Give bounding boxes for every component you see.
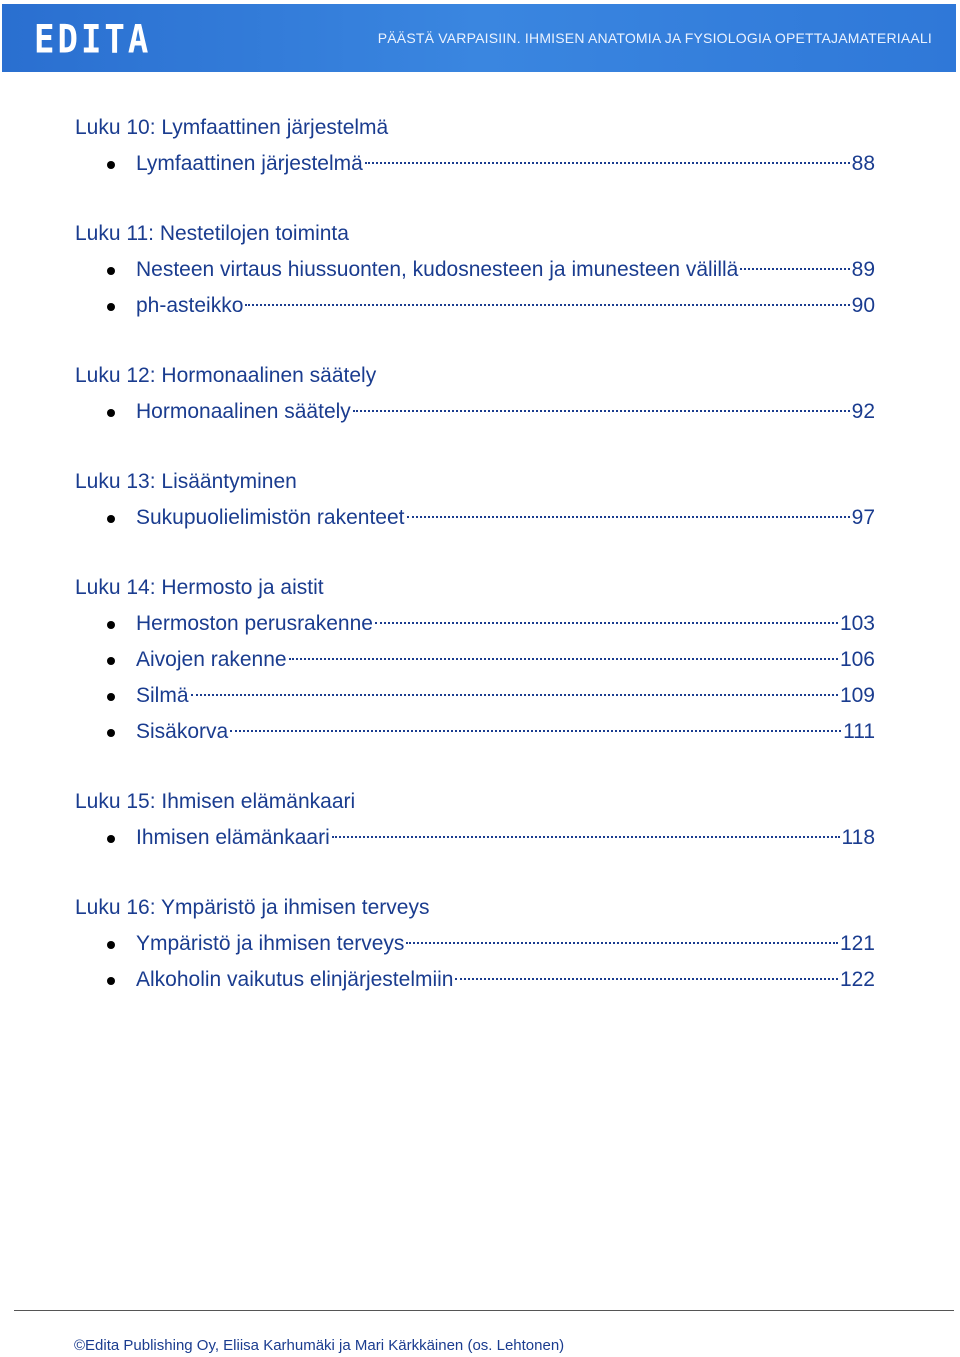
chapter-title: Luku 16: Ympäristö ja ihmisen terveys — [75, 896, 430, 919]
edita-logo: EDITA — [34, 17, 152, 63]
toc-entry[interactable] — [75, 500, 875, 536]
toc-chapter — [75, 216, 875, 324]
toc-chapter — [75, 358, 875, 430]
dot-leader — [740, 267, 849, 270]
entry-text: Sisäkorva — [136, 720, 229, 743]
dot-leader — [407, 515, 850, 518]
bullet-icon — [107, 693, 115, 701]
dot-leader — [353, 409, 850, 412]
toc-chapter — [75, 784, 875, 856]
toc-entry[interactable] — [75, 394, 875, 430]
footer-divider — [14, 1310, 954, 1311]
toc-chapter — [75, 464, 875, 536]
toc-chapter — [75, 570, 875, 750]
dot-leader — [245, 303, 849, 306]
chapter-title: Luku 15: Ihmisen elämänkaari — [75, 790, 356, 813]
bullet-icon — [107, 835, 115, 843]
page-number: 106 — [839, 648, 875, 671]
bullet-icon — [107, 977, 115, 985]
toc-entry[interactable] — [75, 146, 875, 182]
toc-entry[interactable] — [75, 820, 875, 856]
table-of-contents — [75, 110, 875, 1032]
entry-text: Hermoston perusrakenne — [136, 612, 373, 635]
entry-text: Lymfaattinen järjestelmä — [136, 152, 363, 175]
page-number: 121 — [839, 932, 875, 955]
bullet-icon — [107, 409, 115, 417]
page-number: 109 — [839, 684, 875, 707]
footer-copyright: ©Edita Publishing Oy, Eliisa Karhumäki ja Mari Kärkkäinen (os. Lehtonen) — [74, 1337, 565, 1354]
bullet-icon — [107, 729, 115, 737]
entry-text: Ihmisen elämänkaari — [136, 826, 330, 849]
entry-text: Alkoholin vaikutus elinjärjestelmiin — [136, 968, 454, 991]
dot-leader — [230, 729, 841, 732]
page-number: 103 — [839, 612, 875, 635]
toc-entry[interactable] — [75, 642, 875, 678]
entry-text: Aivojen rakenne — [136, 648, 287, 671]
dot-leader — [375, 621, 838, 624]
entry-text: Hormonaalinen säätely — [136, 400, 351, 423]
dot-leader — [191, 693, 838, 696]
toc-entry[interactable] — [75, 678, 875, 714]
entry-text: Nesteen virtaus hiussuonten, kudosnesteen ja imunesteen välillä — [136, 258, 739, 281]
dot-leader — [365, 161, 850, 164]
page-number: 92 — [851, 400, 875, 423]
entry-text: Sukupuolielimistön rakenteet — [136, 506, 405, 529]
bullet-icon — [107, 657, 115, 665]
page-number: 88 — [851, 152, 875, 175]
bullet-icon — [107, 515, 115, 523]
header-title: PÄÄSTÄ VARPAISIIN. IHMISEN ANATOMIA JA FYSIOLOGIA OPETTAJAMATERIAALI — [377, 30, 932, 46]
chapter-title: Luku 11: Nestetilojen toiminta — [75, 222, 349, 245]
toc-entry[interactable] — [75, 926, 875, 962]
chapter-title: Luku 12: Hormonaalinen säätely — [75, 364, 377, 387]
page-number: 111 — [843, 720, 875, 743]
toc-entry[interactable] — [75, 288, 875, 324]
header-banner — [2, 4, 956, 72]
page-number: 90 — [851, 294, 875, 317]
entry-text: Silmä — [136, 684, 189, 707]
chapter-title: Luku 13: Lisääntyminen — [75, 470, 297, 493]
chapter-title: Luku 14: Hermosto ja aistit — [75, 576, 324, 599]
toc-chapter — [75, 110, 875, 182]
dot-leader — [289, 657, 838, 660]
entry-text: ph-asteikko — [136, 294, 244, 317]
dot-leader — [406, 941, 838, 944]
entry-text: Ympäristö ja ihmisen terveys — [136, 932, 405, 955]
toc-chapter — [75, 890, 875, 998]
toc-entry[interactable] — [75, 606, 875, 642]
toc-entry[interactable] — [75, 714, 875, 750]
page-number: 97 — [851, 506, 875, 529]
page-number: 89 — [851, 258, 875, 281]
bullet-icon — [107, 621, 115, 629]
toc-entry[interactable] — [75, 252, 875, 288]
bullet-icon — [107, 303, 115, 311]
bullet-icon — [107, 267, 115, 275]
dot-leader — [455, 977, 837, 980]
page-number: 122 — [839, 968, 875, 991]
bullet-icon — [107, 161, 115, 169]
page-number: 118 — [841, 826, 875, 849]
bullet-icon — [107, 941, 115, 949]
chapter-title: Luku 10: Lymfaattinen järjestelmä — [75, 116, 389, 139]
dot-leader — [332, 835, 840, 838]
toc-entry[interactable] — [75, 962, 875, 998]
